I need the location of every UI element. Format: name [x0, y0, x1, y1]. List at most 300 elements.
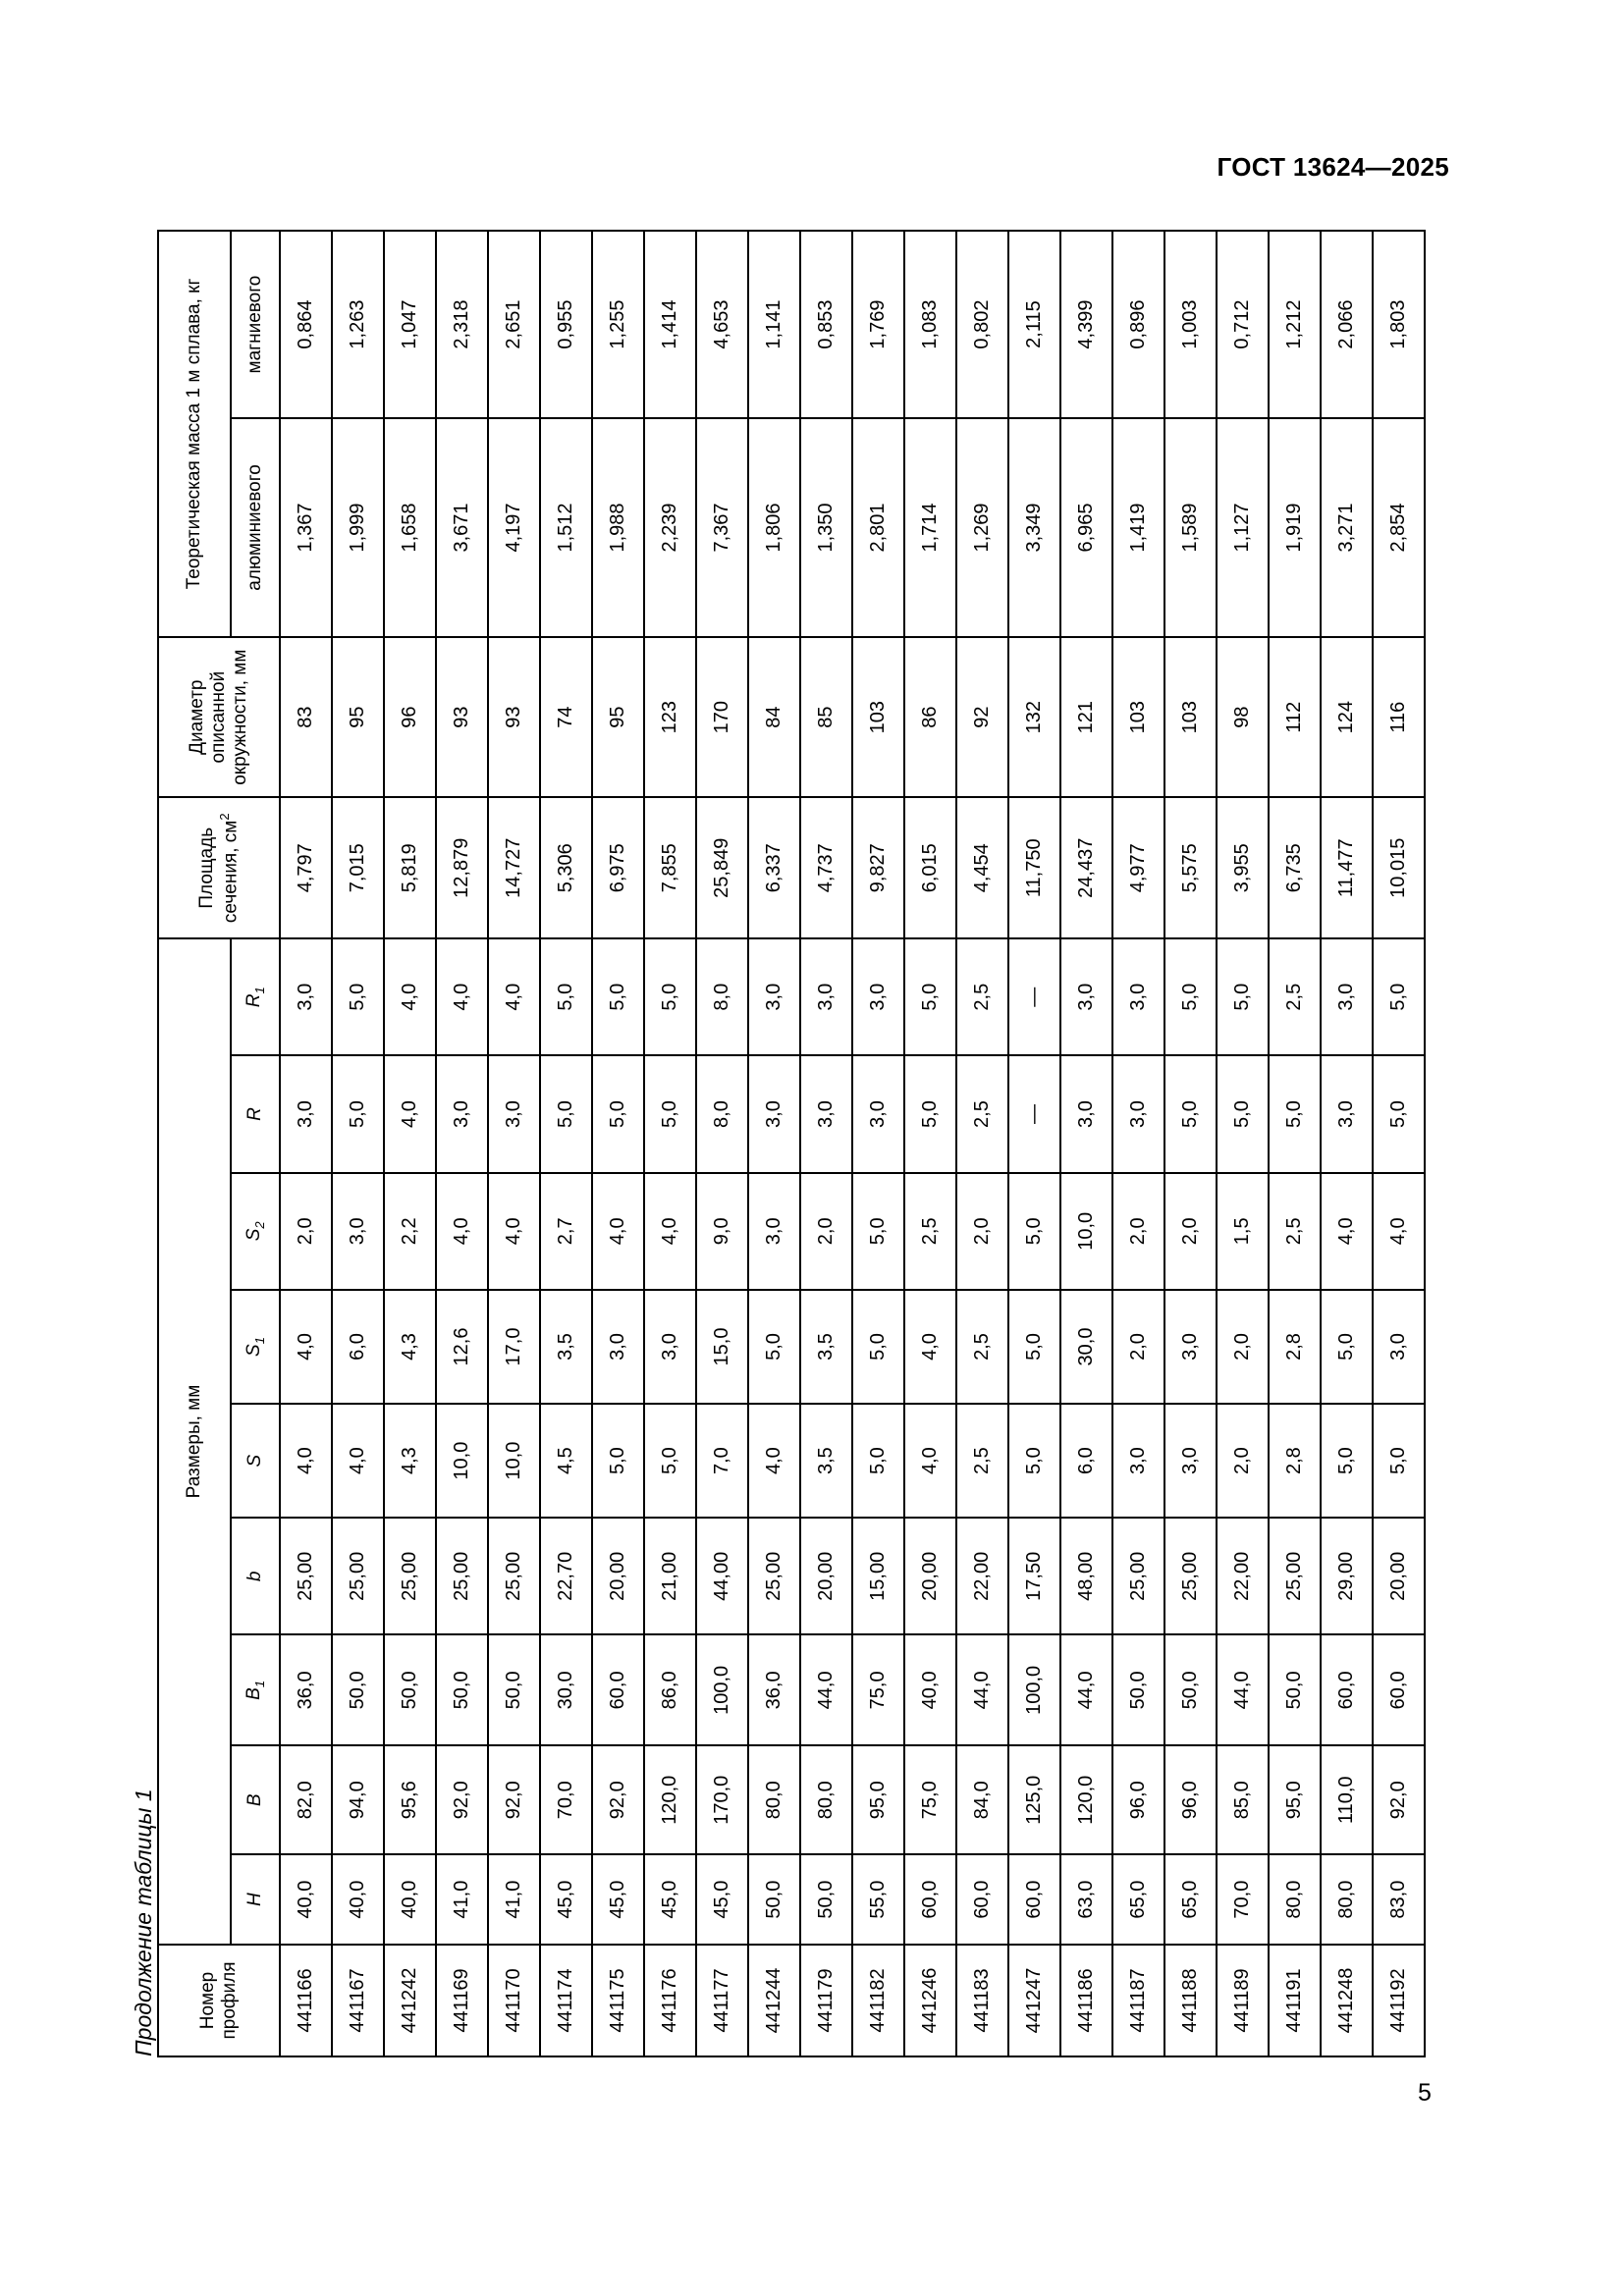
- header-mass-aluminium: алюминиевого: [231, 418, 280, 637]
- header-H: H: [231, 1854, 280, 1945]
- table-cell: 2,0: [1112, 1290, 1164, 1404]
- table-row: [644, 231, 696, 2056]
- table-cell: 4,0: [384, 1055, 436, 1172]
- table-cell: 125,0: [1008, 1745, 1060, 1854]
- table-cell: 123: [644, 637, 696, 798]
- table-cell: 441167: [332, 1945, 384, 2056]
- table-cell: 3,671: [436, 418, 488, 637]
- table-cell: 50,0: [488, 1634, 540, 1745]
- table-cell: 5,0: [852, 1404, 904, 1518]
- table-cell: 2,2: [384, 1173, 436, 1290]
- table-cell: 80,0: [1269, 1854, 1321, 1945]
- table-cell: 100,0: [1008, 1634, 1060, 1745]
- table-cell: 441242: [384, 1945, 436, 2056]
- header-R1: $R_1$: [231, 938, 280, 1055]
- table-cell: 17,0: [488, 1290, 540, 1404]
- table-cell: 92: [956, 637, 1008, 798]
- table-cell: 4,0: [436, 1173, 488, 1290]
- table-cell: 110,0: [1321, 1745, 1373, 1854]
- table-cell: 20,00: [592, 1518, 644, 1634]
- table-cell: 1,919: [1269, 418, 1321, 637]
- header-S: S: [231, 1404, 280, 1518]
- table-cell: 4,0: [384, 938, 436, 1055]
- table-cell: 65,0: [1164, 1854, 1217, 1945]
- table-cell: 2,5: [904, 1173, 956, 1290]
- table-cell: 60,0: [956, 1854, 1008, 1945]
- table-cell: 124: [1321, 637, 1373, 798]
- table-cell: 12,879: [436, 797, 488, 938]
- header-profile-number: Номер профиля: [158, 1945, 280, 2056]
- table-cell: 0,955: [540, 231, 592, 418]
- table-cell: 4,0: [488, 1173, 540, 1290]
- table-cell: 22,00: [956, 1518, 1008, 1634]
- table-cell: 3,0: [748, 938, 800, 1055]
- table-cell: 4,0: [644, 1173, 696, 1290]
- table-cell: 5,0: [1008, 1173, 1060, 1290]
- table-cell: 60,0: [904, 1854, 956, 1945]
- table-cell: 2,5: [956, 1404, 1008, 1518]
- table-cell: 3,0: [1112, 1404, 1164, 1518]
- table-cell: 7,0: [696, 1404, 748, 1518]
- table-cell: 2,0: [280, 1173, 332, 1290]
- table-cell: 40,0: [280, 1854, 332, 1945]
- table-cell: 120,0: [644, 1745, 696, 1854]
- table-cell: 2,801: [852, 418, 904, 637]
- table-cell: 7,367: [696, 418, 748, 637]
- table-cell: 11,477: [1321, 797, 1373, 938]
- table-cell: 15,00: [852, 1518, 904, 1634]
- table-cell: 25,849: [696, 797, 748, 938]
- table-cell: 4,797: [280, 797, 332, 938]
- table-cell: 5,0: [644, 1055, 696, 1172]
- table-row: [748, 231, 800, 2056]
- table-cell: 5,0: [1217, 1055, 1269, 1172]
- table-cell: 50,0: [1269, 1634, 1321, 1745]
- table-cell: 2,0: [1164, 1173, 1217, 1290]
- table-cell: 2,239: [644, 418, 696, 637]
- table-cell: 441244: [748, 1945, 800, 2056]
- table-cell: 1,5: [1217, 1173, 1269, 1290]
- table-cell: 25,00: [280, 1518, 332, 1634]
- table-cell: —: [1008, 938, 1060, 1055]
- table-cell: 5,575: [1164, 797, 1217, 938]
- table-cell: —: [1008, 1055, 1060, 1172]
- table-cell: 441183: [956, 1945, 1008, 2056]
- table-row: [800, 231, 852, 2056]
- header-S1: $S_1$: [231, 1290, 280, 1404]
- table-cell: 3,0: [1373, 1290, 1425, 1404]
- table-cell: 70,0: [1217, 1854, 1269, 1945]
- table-row: [956, 231, 1008, 2056]
- table-cell: 8,0: [696, 938, 748, 1055]
- table-cell: 1,419: [1112, 418, 1164, 637]
- table-cell: 3,349: [1008, 418, 1060, 637]
- table-cell: 121: [1060, 637, 1112, 798]
- table-cell: 80,0: [1321, 1854, 1373, 1945]
- table-cell: 5,0: [592, 938, 644, 1055]
- header-area: Площадь сечения, $см^2$: [158, 797, 280, 938]
- table-row: [592, 231, 644, 2056]
- table-cell: 3,0: [852, 1055, 904, 1172]
- table-cell: 0,896: [1112, 231, 1164, 418]
- table-cell: 6,0: [332, 1290, 384, 1404]
- table-cell: 40,0: [904, 1634, 956, 1745]
- table-cell: 2,8: [1269, 1290, 1321, 1404]
- table-cell: 2,0: [1217, 1290, 1269, 1404]
- table-cell: 441247: [1008, 1945, 1060, 2056]
- table-cell: 5,0: [540, 1055, 592, 1172]
- table-cell: 20,00: [800, 1518, 852, 1634]
- table-cell: 132: [1008, 637, 1060, 798]
- table-row: [1217, 231, 1269, 2056]
- table-cell: 3,0: [1060, 1055, 1112, 1172]
- table-cell: 50,0: [1112, 1634, 1164, 1745]
- table-cell: 5,0: [540, 938, 592, 1055]
- table-cell: 45,0: [592, 1854, 644, 1945]
- table-cell: 3,0: [436, 1055, 488, 1172]
- table-cell: 5,0: [904, 1055, 956, 1172]
- table-cell: 5,0: [332, 938, 384, 1055]
- header-b: b: [231, 1518, 280, 1634]
- table-cell: 84: [748, 637, 800, 798]
- table-cell: 2,651: [488, 231, 540, 418]
- table-cell: 3,0: [1164, 1404, 1217, 1518]
- table-cell: 5,0: [1321, 1404, 1373, 1518]
- table-cell: 4,0: [1321, 1173, 1373, 1290]
- table-cell: 5,0: [1217, 938, 1269, 1055]
- table-cell: 5,0: [332, 1055, 384, 1172]
- table-cell: 112: [1269, 637, 1321, 798]
- table-cell: 4,454: [956, 797, 1008, 938]
- table-cell: 5,0: [852, 1173, 904, 1290]
- table-cell: 4,197: [488, 418, 540, 637]
- table-cell: 3,0: [488, 1055, 540, 1172]
- table-cell: 6,975: [592, 797, 644, 938]
- table-cell: 25,00: [1112, 1518, 1164, 1634]
- table-cell: 25,00: [1269, 1518, 1321, 1634]
- table-cell: 103: [1112, 637, 1164, 798]
- table-cell: 50,0: [800, 1854, 852, 1945]
- table-cell: 3,271: [1321, 418, 1373, 637]
- table-cell: 1,658: [384, 418, 436, 637]
- table-cell: 45,0: [644, 1854, 696, 1945]
- table-cell: 50,0: [748, 1854, 800, 1945]
- table-cell: 1,127: [1217, 418, 1269, 637]
- table-cell: 4,0: [436, 938, 488, 1055]
- table-cell: 7,855: [644, 797, 696, 938]
- table-cell: 1,714: [904, 418, 956, 637]
- table-row: [540, 231, 592, 2056]
- table-cell: 1,047: [384, 231, 436, 418]
- table-cell: 60,0: [1321, 1634, 1373, 1745]
- table-cell: 92,0: [1373, 1745, 1425, 1854]
- table-cell: 1,988: [592, 418, 644, 637]
- table-row: [1112, 231, 1164, 2056]
- table-cell: 15,0: [696, 1290, 748, 1404]
- table-cell: 4,0: [904, 1290, 956, 1404]
- table-cell: 94,0: [332, 1745, 384, 1854]
- table-cell: 5,819: [384, 797, 436, 938]
- table-cell: 11,750: [1008, 797, 1060, 938]
- document-header: ГОСТ 13624—2025: [1217, 152, 1449, 182]
- table-cell: 60,0: [1373, 1634, 1425, 1745]
- table-cell: 0,864: [280, 231, 332, 418]
- table-cell: 5,0: [904, 938, 956, 1055]
- table-cell: 4,0: [904, 1404, 956, 1518]
- table-cell: 25,00: [436, 1518, 488, 1634]
- table-cell: 3,0: [1321, 938, 1373, 1055]
- table-cell: 80,0: [748, 1745, 800, 1854]
- table-cell: 1,999: [332, 418, 384, 637]
- table-cell: 3,0: [1112, 1055, 1164, 1172]
- table-cell: 50,0: [436, 1634, 488, 1745]
- table-cell: 8,0: [696, 1055, 748, 1172]
- table-cell: 17,50: [1008, 1518, 1060, 1634]
- table-cell: 3,0: [592, 1290, 644, 1404]
- table-cell: 441186: [1060, 1945, 1112, 2056]
- table-cell: 95: [332, 637, 384, 798]
- table-cell: 5,0: [1164, 938, 1217, 1055]
- table-cell: 441191: [1269, 1945, 1321, 2056]
- table-cell: 1,350: [800, 418, 852, 637]
- table-cell: 0,853: [800, 231, 852, 418]
- table-cell: 3,0: [1060, 938, 1112, 1055]
- table-cell: 1,255: [592, 231, 644, 418]
- table-cell: 1,269: [956, 418, 1008, 637]
- table-cell: 96,0: [1112, 1745, 1164, 1854]
- rotated-table-wrapper: [157, 230, 1409, 2057]
- table-cell: 21,00: [644, 1518, 696, 1634]
- table-row: [280, 231, 332, 2056]
- table-cell: 60,0: [592, 1634, 644, 1745]
- table-cell: 4,737: [800, 797, 852, 938]
- table-cell: 7,015: [332, 797, 384, 938]
- table-cell: 6,337: [748, 797, 800, 938]
- table-cell: 65,0: [1112, 1854, 1164, 1945]
- table-cell: 1,512: [540, 418, 592, 637]
- table-cell: 3,0: [332, 1173, 384, 1290]
- table-cell: 50,0: [384, 1634, 436, 1745]
- table-cell: 40,0: [332, 1854, 384, 1945]
- table-cell: 4,0: [280, 1404, 332, 1518]
- table-cell: 45,0: [696, 1854, 748, 1945]
- table-cell: 3,0: [280, 1055, 332, 1172]
- table-cell: 6,015: [904, 797, 956, 938]
- table-cell: 5,0: [748, 1290, 800, 1404]
- table-cell: 441166: [280, 1945, 332, 2056]
- table-cell: 44,0: [800, 1634, 852, 1745]
- table-cell: 5,0: [1373, 938, 1425, 1055]
- header-sizes-group: Размеры, мм: [158, 938, 231, 1945]
- table-cell: 4,977: [1112, 797, 1164, 938]
- table-row: [332, 231, 384, 2056]
- table-cell: 2,5: [956, 938, 1008, 1055]
- table-cell: 2,318: [436, 231, 488, 418]
- table-cell: 2,5: [956, 1290, 1008, 1404]
- header-B: B: [231, 1745, 280, 1854]
- table-cell: 5,0: [1373, 1404, 1425, 1518]
- table-cell: 2,7: [540, 1173, 592, 1290]
- table-cell: 170: [696, 637, 748, 798]
- table-body: [280, 231, 1425, 2056]
- table-cell: 1,003: [1164, 231, 1217, 418]
- table-cell: 3,0: [1321, 1055, 1373, 1172]
- table-cell: 10,0: [1060, 1173, 1112, 1290]
- table-cell: 25,00: [384, 1518, 436, 1634]
- table-cell: 441192: [1373, 1945, 1425, 2056]
- table-cell: 92,0: [436, 1745, 488, 1854]
- table-cell: 96,0: [1164, 1745, 1217, 1854]
- table-cell: 9,0: [696, 1173, 748, 1290]
- table-cell: 4,0: [592, 1173, 644, 1290]
- table-cell: 5,0: [1373, 1055, 1425, 1172]
- table-cell: 2,066: [1321, 231, 1373, 418]
- header-mass-magnesium: магниевого: [231, 231, 280, 418]
- table-cell: 5,0: [852, 1290, 904, 1404]
- table-cell: 2,0: [1112, 1173, 1164, 1290]
- table-cell: 1,806: [748, 418, 800, 637]
- table-cell: 9,827: [852, 797, 904, 938]
- table-cell: 44,0: [1060, 1634, 1112, 1745]
- table-cell: 6,735: [1269, 797, 1321, 938]
- table-cell: 441188: [1164, 1945, 1217, 2056]
- table-cell: 4,0: [488, 938, 540, 1055]
- table-cell: 95,6: [384, 1745, 436, 1854]
- table-cell: 4,0: [1373, 1173, 1425, 1290]
- table-cell: 4,0: [748, 1404, 800, 1518]
- table-cell: 4,3: [384, 1404, 436, 1518]
- table-cell: 93: [436, 637, 488, 798]
- table-row: [696, 231, 748, 2056]
- table-cell: 5,0: [592, 1404, 644, 1518]
- table-cell: 2,8: [1269, 1404, 1321, 1518]
- table-row: [1060, 231, 1112, 2056]
- table-cell: 441175: [592, 1945, 644, 2056]
- table-cell: 48,00: [1060, 1518, 1112, 1634]
- header-mass-group: Теоретическая масса 1 м сплава, кг: [158, 231, 231, 637]
- table-cell: 3,0: [644, 1290, 696, 1404]
- table-cell: 441169: [436, 1945, 488, 2056]
- table-row: [852, 231, 904, 2056]
- table-cell: 3,0: [280, 938, 332, 1055]
- table-cell: 92,0: [488, 1745, 540, 1854]
- header-R: R: [231, 1055, 280, 1172]
- table-cell: 44,0: [956, 1634, 1008, 1745]
- table-cell: 1,769: [852, 231, 904, 418]
- table-cell: 84,0: [956, 1745, 1008, 1854]
- table-cell: 3,0: [1112, 938, 1164, 1055]
- table-cell: 3,5: [800, 1290, 852, 1404]
- table-cell: 41,0: [488, 1854, 540, 1945]
- table-cell: 441246: [904, 1945, 956, 2056]
- table-cell: 4,5: [540, 1404, 592, 1518]
- table-cell: 120,0: [1060, 1745, 1112, 1854]
- table-cell: 83: [280, 637, 332, 798]
- table-cell: 1,083: [904, 231, 956, 418]
- table-cell: 5,0: [644, 938, 696, 1055]
- table-cell: 98: [1217, 637, 1269, 798]
- table-cell: 44,0: [1217, 1634, 1269, 1745]
- table-cell: 3,5: [540, 1290, 592, 1404]
- table-cell: 441182: [852, 1945, 904, 2056]
- table-cell: 5,0: [1008, 1404, 1060, 1518]
- table-cell: 0,712: [1217, 231, 1269, 418]
- table-cell: 2,0: [956, 1173, 1008, 1290]
- table-cell: 4,0: [280, 1290, 332, 1404]
- table-cell: 3,0: [852, 938, 904, 1055]
- table-cell: 25,00: [332, 1518, 384, 1634]
- table-cell: 5,0: [644, 1404, 696, 1518]
- table-cell: 100,0: [696, 1634, 748, 1745]
- table-cell: 1,589: [1164, 418, 1217, 637]
- table-cell: 2,5: [1269, 1173, 1321, 1290]
- table-cell: 74: [540, 637, 592, 798]
- table-row: [1269, 231, 1321, 2056]
- table-cell: 441179: [800, 1945, 852, 2056]
- table-cell: 6,965: [1060, 418, 1112, 637]
- table-cell: 45,0: [540, 1854, 592, 1945]
- table-cell: 103: [1164, 637, 1217, 798]
- table-cell: 83,0: [1373, 1854, 1425, 1945]
- table-cell: 95: [592, 637, 644, 798]
- table-cell: 2,854: [1373, 418, 1425, 637]
- table-cell: 4,653: [696, 231, 748, 418]
- table-cell: 86: [904, 637, 956, 798]
- header-S2: $S_2$: [231, 1173, 280, 1290]
- table-cell: 3,0: [800, 938, 852, 1055]
- table-cell: 41,0: [436, 1854, 488, 1945]
- table-cell: 55,0: [852, 1854, 904, 1945]
- table-cell: 85: [800, 637, 852, 798]
- table-cell: 2,5: [1269, 938, 1321, 1055]
- table-cell: 1,367: [280, 418, 332, 637]
- table-cell: 25,00: [1164, 1518, 1217, 1634]
- table-row: [1373, 231, 1425, 2056]
- table-row: [488, 231, 540, 2056]
- table-cell: 95,0: [852, 1745, 904, 1854]
- table-cell: 1,263: [332, 231, 384, 418]
- table-cell: 36,0: [748, 1634, 800, 1745]
- table-cell: 40,0: [384, 1854, 436, 1945]
- page-number: 5: [1418, 2079, 1432, 2107]
- table-cell: 5,306: [540, 797, 592, 938]
- table-cell: 3,0: [748, 1055, 800, 1172]
- table-cell: 63,0: [1060, 1854, 1112, 1945]
- table-cell: 103: [852, 637, 904, 798]
- table-cell: 5,0: [1008, 1290, 1060, 1404]
- table-cell: 170,0: [696, 1745, 748, 1854]
- table-cell: 70,0: [540, 1745, 592, 1854]
- table-cell: 3,955: [1217, 797, 1269, 938]
- table-cell: 75,0: [852, 1634, 904, 1745]
- table-row: [384, 231, 436, 2056]
- table-cell: 5,0: [592, 1055, 644, 1172]
- table-cell: 5,0: [1164, 1055, 1217, 1172]
- table-row: [1321, 231, 1373, 2056]
- table-row: [904, 231, 956, 2056]
- table-caption: Продолжение таблицы 1: [131, 1789, 156, 2056]
- table-cell: 2,5: [956, 1055, 1008, 1172]
- table-row: [436, 231, 488, 2056]
- table-cell: 3,0: [1164, 1290, 1217, 1404]
- table-cell: 85,0: [1217, 1745, 1269, 1854]
- table-cell: 20,00: [1373, 1518, 1425, 1634]
- table-cell: 10,0: [488, 1404, 540, 1518]
- table-cell: 96: [384, 637, 436, 798]
- table-cell: 4,0: [332, 1404, 384, 1518]
- table-cell: 441174: [540, 1945, 592, 2056]
- table-cell: 441176: [644, 1945, 696, 2056]
